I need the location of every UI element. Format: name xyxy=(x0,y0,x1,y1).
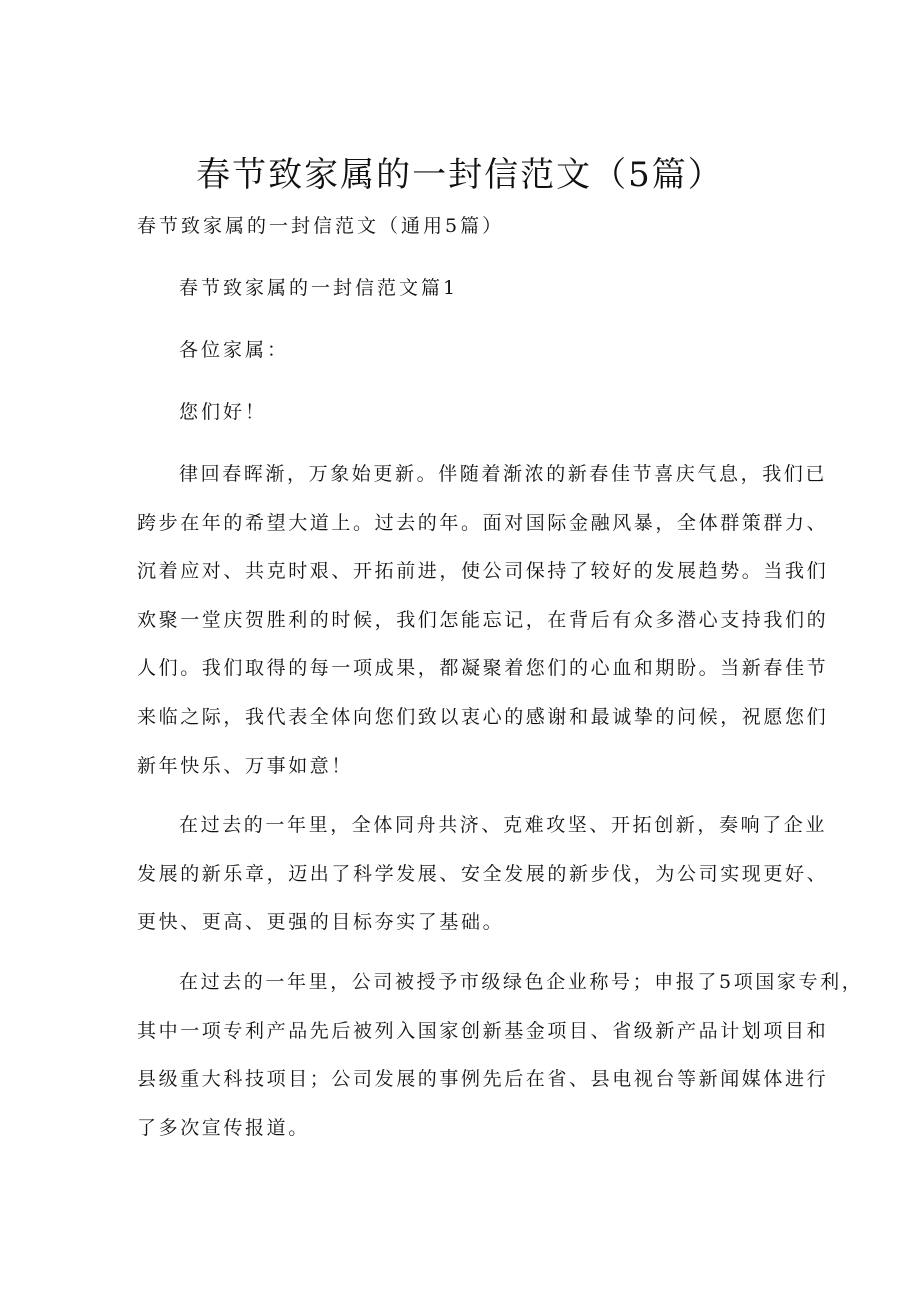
paragraph-line: 新年快乐、万事如意！ xyxy=(137,754,354,777)
paragraph-line: 沉着应对、共克时艰、开拓前进，使公司保持了较好的发展趋势。当我们 xyxy=(137,560,829,583)
paragraph-2 xyxy=(137,801,829,947)
paragraph-3 xyxy=(137,958,864,1152)
paragraph-line: 了多次宣传报道。 xyxy=(137,1116,310,1139)
paragraph-line: 律回春晖渐，万象始更新。伴随着渐浓的新春佳节喜庆气息，我们已 xyxy=(179,463,828,485)
paragraph-line: 来临之际，我代表全体向您们致以衷心的感谢和最诚挚的问候，祝愿您们 xyxy=(137,705,829,728)
document-subtitle: 春节致家属的一封信范文（通用5篇） xyxy=(137,215,505,237)
paragraph-line: 跨步在年的希望大道上。过去的年。面对国际金融风暴，全体群策群力、 xyxy=(137,511,829,534)
paragraph-line: 其中一项专利产品先后被列入国家创新基金项目、省级新产品计划项目和 xyxy=(137,1019,829,1042)
greeting: 您们好！ xyxy=(179,401,268,423)
paragraph-line: 县级重大科技项目；公司发展的事例先后在省、县电视台等新闻媒体进行 xyxy=(137,1068,829,1091)
section-heading: 春节致家属的一封信范文篇1 xyxy=(179,277,459,299)
paragraph-1 xyxy=(137,450,829,790)
document-title: 春节致家属的一封信范文（5篇） xyxy=(196,155,724,195)
paragraph-line: 欢聚一堂庆贺胜利的时候，我们怎能忘记，在背后有众多潜心支持我们的 xyxy=(137,608,829,631)
paragraph-line: 发展的新乐章，迈出了科学发展、安全发展的新步伐，为公司实现更好、 xyxy=(137,862,829,885)
salutation: 各位家属： xyxy=(179,339,290,361)
paragraph-line: 在过去的一年里，全体同舟共济、克难攻坚、开拓创新，奏响了企业 xyxy=(179,814,828,836)
paragraph-line: 人们。我们取得的每一项成果，都凝聚着您们的心血和期盼。当新春佳节 xyxy=(137,657,829,680)
paragraph-line: 更快、更高、更强的目标夯实了基础。 xyxy=(137,911,505,934)
paragraph-line: 在过去的一年里，公司被授予市级绿色企业称号；申报了5项国家专利， xyxy=(179,971,864,993)
